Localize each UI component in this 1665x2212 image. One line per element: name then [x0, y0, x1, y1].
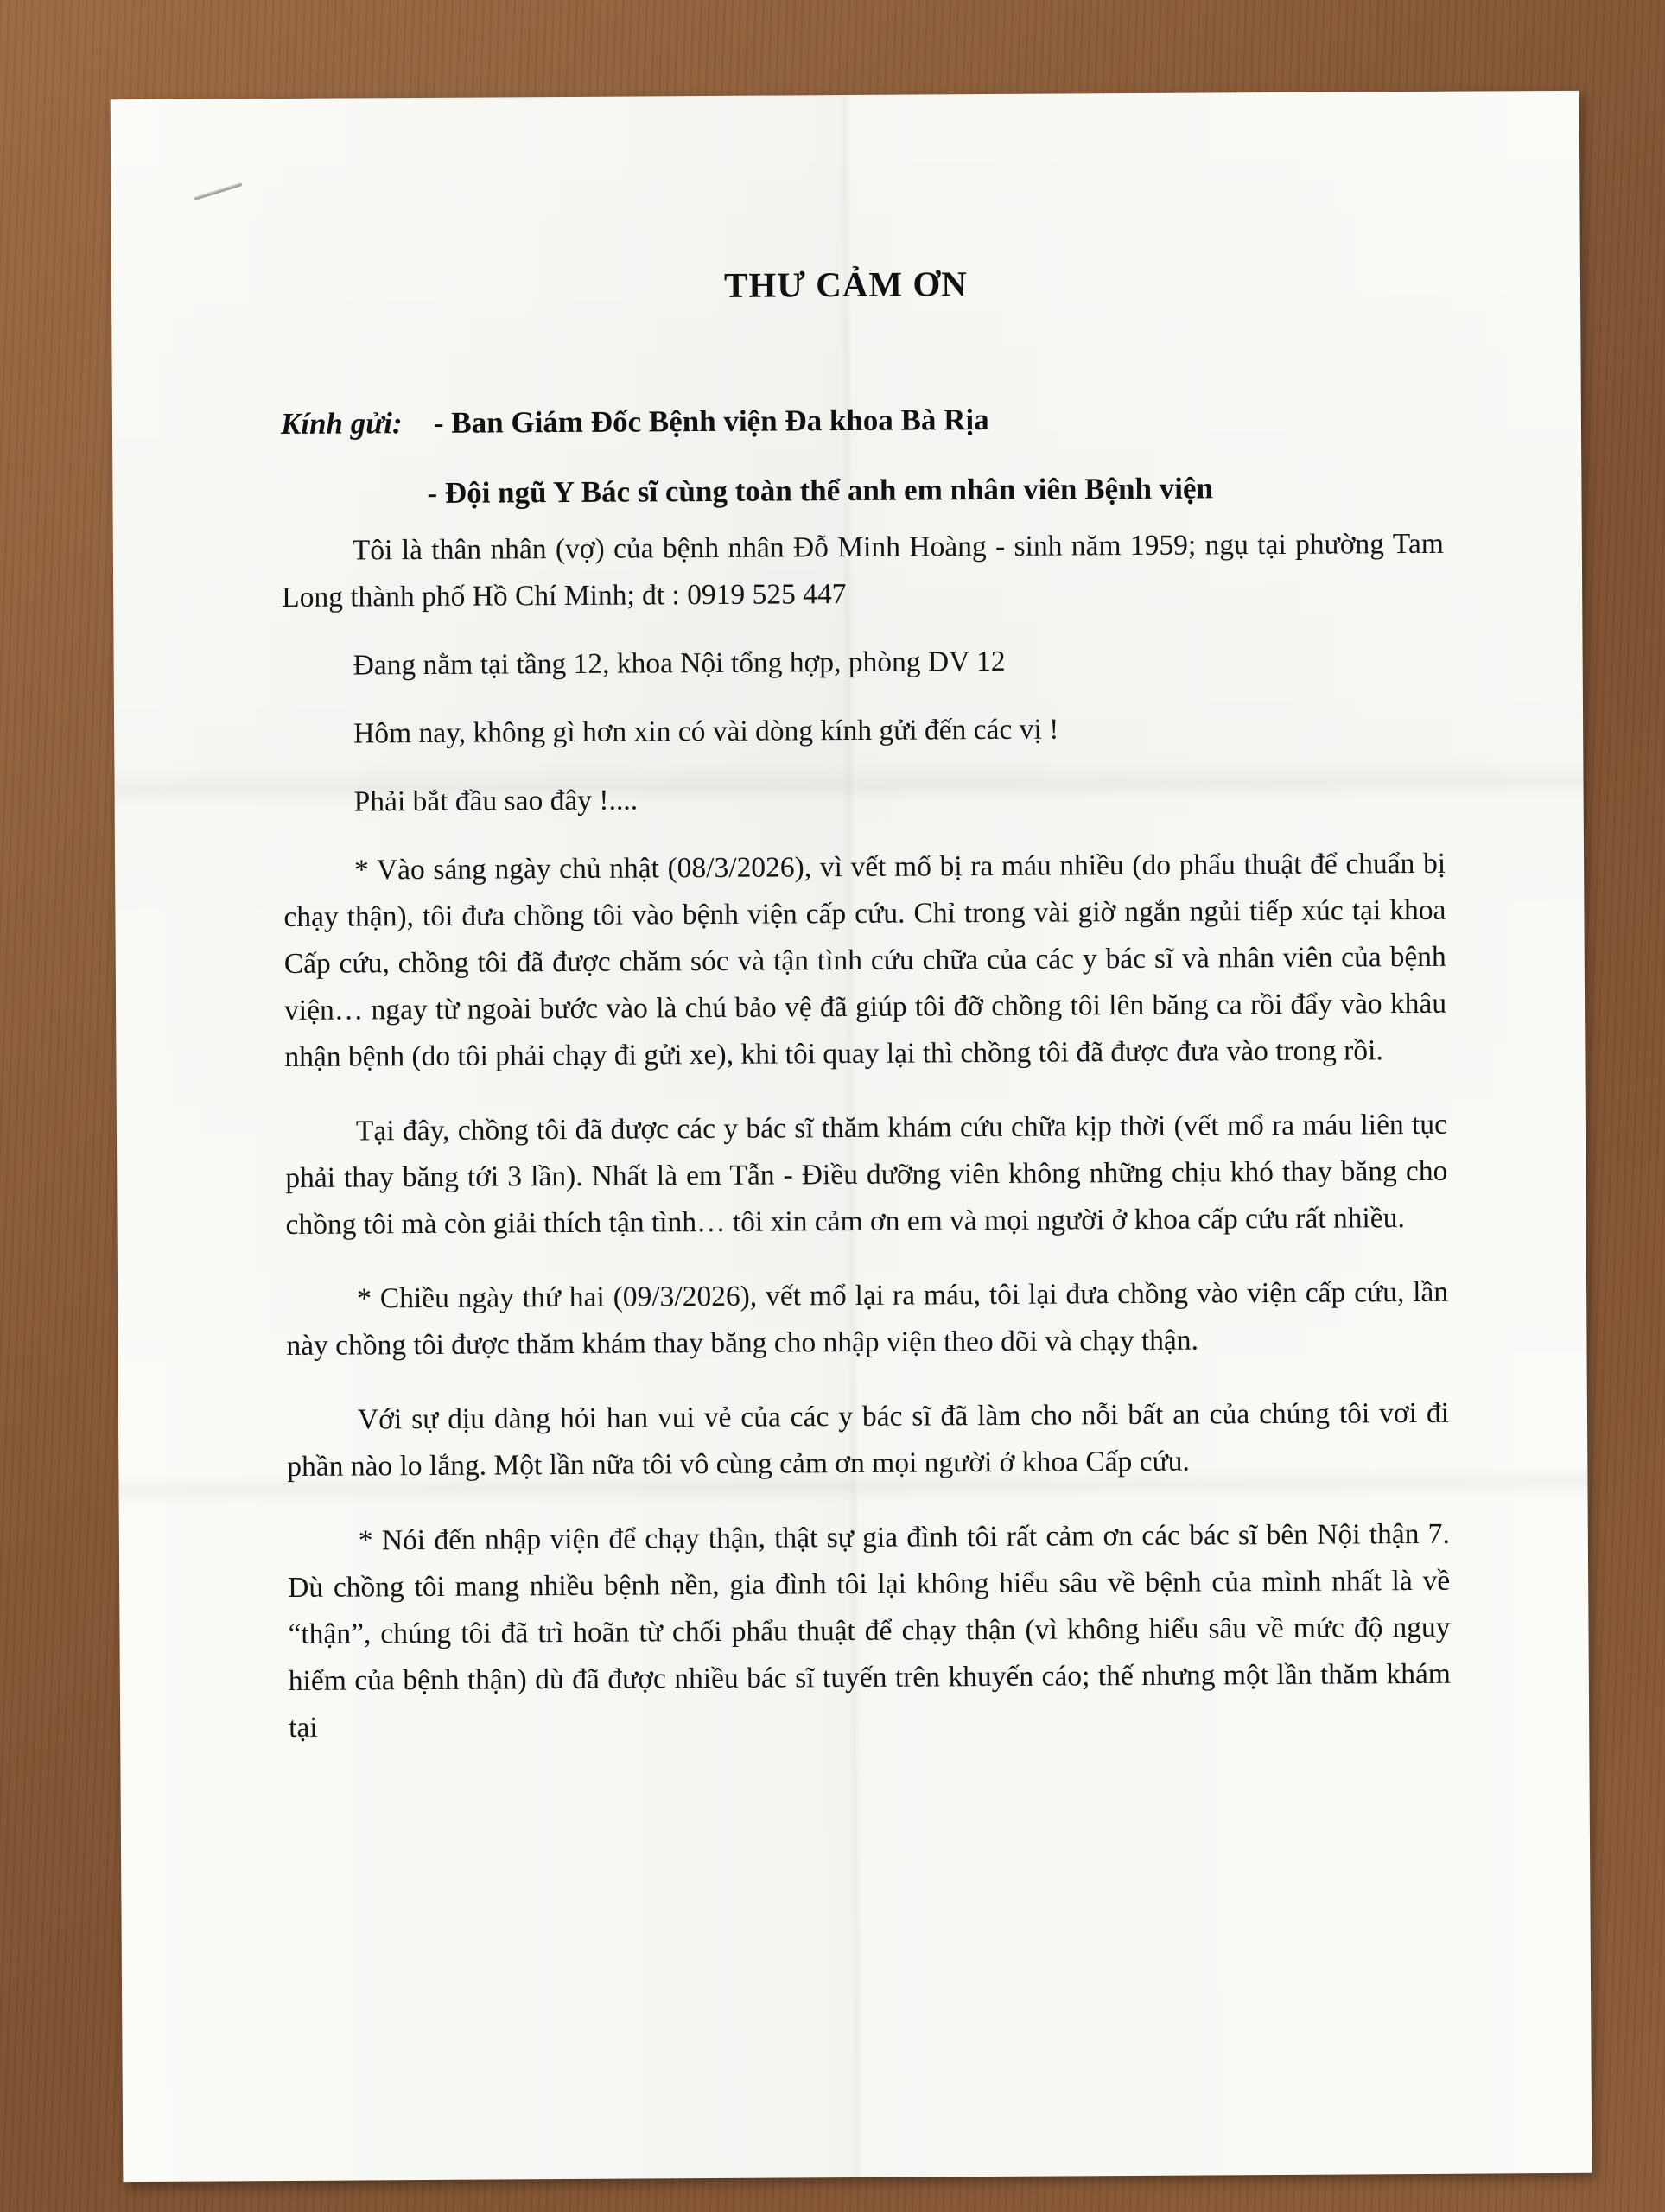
staple-mark [194, 182, 243, 200]
paragraph-introduction: Tôi là thân nhân (vợ) của bệnh nhân Đỗ Minh Hoàng - sinh năm 1959; ngụ tại phường Tam Long thành phố Hồ Chí Minh; đt : 0919 525 447 [282, 527, 1444, 614]
paragraph-emergency-monday: * Chiều ngày thứ hai (09/3/2026), vết mổ lại ra máu, tôi lại đưa chồng vào viện cấp cứu, lần này chồng tôi được thăm khám thay băng cho nhập viện theo dõi và chạy thận. [286, 1275, 1449, 1362]
paragraph-greeting: Hôm nay, không gì hơn xin có vài dòng kính gửi đến các vị ! [353, 713, 1059, 750]
recipient-line-2: - Đội ngũ Y Bác sĩ cùng toàn thể anh em nhân viên Bệnh viện [427, 471, 1214, 510]
paragraph-emergency-care: Tại đây, chồng tôi đã được các y bác sĩ thăm khám cứu chữa kịp thời (vết mổ ra máu liên tục phải thay băng tới 3 lần). Nhất là em Tẫn - Điều dưỡng viên không những chịu khó thay băng cho chồng tôi mà còn giải thích tận tình… tôi xin cảm ơn em và mọi người ở khoa cấp cứu rất nhiều. [285, 1108, 1448, 1241]
letter-paper [111, 91, 1592, 2182]
paragraph-start: Phải bắt đầu sao đây !.... [353, 784, 639, 818]
paragraph-thanks-emergency: Với sự dịu dàng hỏi han vui vẻ của các y bác sĩ đã làm cho nỗi bất an của chúng tôi vơi đi phần nào lo lắng. Một lần nữa tôi vô cùng cảm ơn mọi người ở khoa Cấp cứu. [287, 1396, 1450, 1483]
recipient-line-1: - Ban Giám Đốc Bệnh viện Đa khoa Bà Rịa [433, 403, 989, 440]
paragraph-nephrology: * Nói đến nhập viện để chạy thận, thật sự gia đình tôi rất cảm ơn các bác sĩ bên Nội thận 7. Dù chồng tôi mang nhiều bệnh nền, gia đình tôi lại không hiểu sâu về bệnh của mình nhất là về “thận”, chúng tôi đã trì hoãn từ chối phẩu thuật để chạy thận (vì không hiểu sâu về mức độ nguy hiểm của bệnh thận) dù đã được nhiều bác sĩ tuyến trên khuyến cáo; thế nhưng một lần thăm khám tại [288, 1517, 1451, 1744]
letter-title: THƯ CẢM ƠN [723, 264, 969, 305]
paragraph-location: Đang nằm tại tầng 12, khoa Nội tổng hợp, phòng DV 12 [353, 645, 1006, 682]
letter-body [282, 521, 1452, 1751]
paragraph-emergency-sunday: * Vào sáng ngày chủ nhật (08/3/2026), vì vết mổ bị ra máu nhiều (do phẩu thuật để chuẩn bị chạy thận), tôi đưa chồng tôi vào bệnh viện cấp cứu. Chỉ trong vài giờ ngắn ngủi tiếp xúc tại khoa Cấp cứu, chồng tôi đã được chăm sóc và tận tình cứu chữa của các y bác sĩ và nhân viên của bệnh viện… ngay từ ngoài bước vào là chú bảo vệ đã giúp tôi đỡ chồng tôi lên băng ca rồi đẩy vào khâu nhận bệnh (do tôi phải chạy đi gửi xe), khi tôi quay lại thì chồng tôi đã được đưa vào trong rồi. [283, 847, 1447, 1074]
recipient-label: Kính gửi: [280, 406, 403, 442]
